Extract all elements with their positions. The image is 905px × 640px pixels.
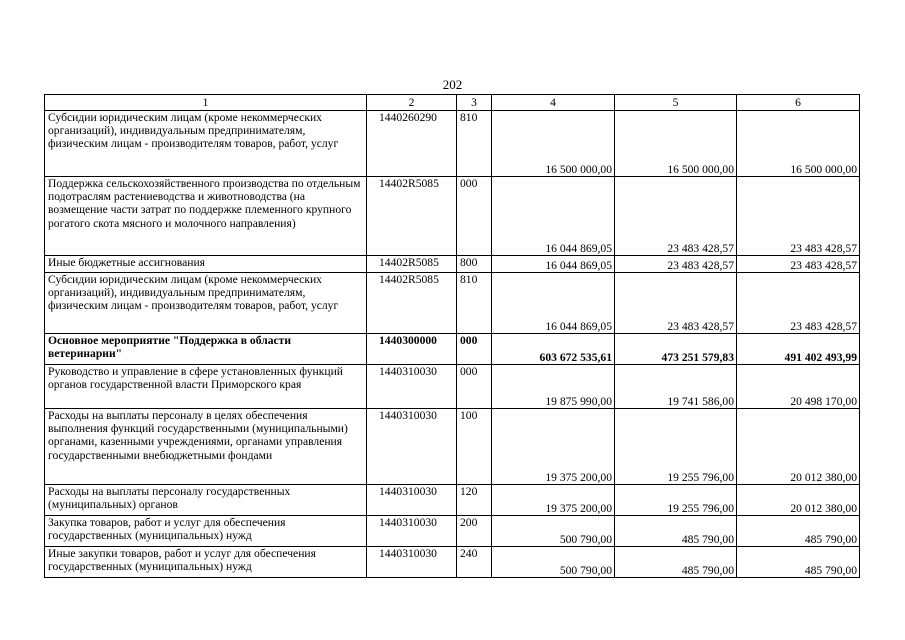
row-expense-type: 100 [457, 409, 492, 485]
header-col-4: 4 [492, 95, 615, 111]
row-value-col6: 20 012 380,00 [737, 485, 860, 516]
table-row [45, 273, 860, 334]
row-name: Иные бюджетные ассигнования [45, 256, 367, 273]
row-target-code: 1440260290 [367, 111, 457, 177]
row-value-col6: 23 483 428,57 [737, 273, 860, 334]
header-col-2: 2 [367, 95, 457, 111]
row-value-col5: 485 790,00 [615, 516, 737, 547]
row-value-col4: 16 500 000,00 [492, 111, 615, 177]
row-expense-type: 200 [457, 516, 492, 547]
table-row [45, 409, 860, 485]
row-value-col5: 23 483 428,57 [615, 273, 737, 334]
row-value-col5: 16 500 000,00 [615, 111, 737, 177]
table-row [45, 334, 860, 365]
row-target-code: 1440310030 [367, 409, 457, 485]
row-value-col5: 19 741 586,00 [615, 365, 737, 409]
row-expense-type: 000 [457, 365, 492, 409]
row-value-col4: 16 044 869,05 [492, 177, 615, 256]
row-value-col6: 23 483 428,57 [737, 256, 860, 273]
row-name: Расходы на выплаты персоналу государственных (муниципальных) органов [45, 485, 367, 516]
row-value-col6: 485 790,00 [737, 547, 860, 578]
row-name: Руководство и управление в сфере установленных функций органов государственной власти Приморского края [45, 365, 367, 409]
row-value-col6: 491 402 493,99 [737, 334, 860, 365]
row-value-col4: 19 875 990,00 [492, 365, 615, 409]
row-target-code: 14402R5085 [367, 177, 457, 256]
row-target-code: 14402R5085 [367, 273, 457, 334]
budget-table [44, 94, 860, 578]
row-value-col6: 20 498 170,00 [737, 365, 860, 409]
row-value-col4: 603 672 535,61 [492, 334, 615, 365]
table-row [45, 547, 860, 578]
row-expense-type: 810 [457, 111, 492, 177]
table-row [45, 516, 860, 547]
row-expense-type: 120 [457, 485, 492, 516]
row-target-code: 1440300000 [367, 334, 457, 365]
row-target-code: 1440310030 [367, 485, 457, 516]
row-value-col4: 500 790,00 [492, 547, 615, 578]
row-value-col6: 16 500 000,00 [737, 111, 860, 177]
row-name: Субсидии юридическим лицам (кроме некоммерческих организаций), индивидуальным предпринимателям, физическим лицам - производителям товаров, работ, услуг [45, 273, 367, 334]
row-name: Иные закупки товаров, работ и услуг для обеспечения государственных (муниципальных) нужд [45, 547, 367, 578]
row-value-col5: 485 790,00 [615, 547, 737, 578]
row-expense-type: 800 [457, 256, 492, 273]
table-row [45, 485, 860, 516]
row-value-col4: 16 044 869,05 [492, 273, 615, 334]
row-target-code: 1440310030 [367, 547, 457, 578]
row-name: Закупка товаров, работ и услуг для обеспечения государственных (муниципальных) нужд [45, 516, 367, 547]
row-value-col5: 473 251 579,83 [615, 334, 737, 365]
row-name: Поддержка сельскохозяйственного производства по отдельным подотраслям растениеводства и животноводства (на возмещение части затрат по поддержке племенного крупного рогатого скота мясного и молочного направления) [45, 177, 367, 256]
table-row [45, 256, 860, 273]
row-expense-type: 000 [457, 177, 492, 256]
row-value-col4: 19 375 200,00 [492, 409, 615, 485]
row-value-col6: 485 790,00 [737, 516, 860, 547]
row-target-code: 14402R5085 [367, 256, 457, 273]
table-row [45, 177, 860, 256]
row-value-col6: 20 012 380,00 [737, 409, 860, 485]
row-value-col5: 23 483 428,57 [615, 177, 737, 256]
row-value-col4: 16 044 869,05 [492, 256, 615, 273]
row-target-code: 1440310030 [367, 365, 457, 409]
header-row [45, 95, 860, 111]
row-value-col5: 19 255 796,00 [615, 409, 737, 485]
header-col-6: 6 [737, 95, 860, 111]
row-name: Расходы на выплаты персоналу в целях обеспечения выполнения функций государственными (муниципальными) органами, казенными учреждениями, органами управления государственными внебюджетными фондами [45, 409, 367, 485]
page-number: 202 [442, 77, 463, 92]
row-expense-type: 240 [457, 547, 492, 578]
row-value-col5: 19 255 796,00 [615, 485, 737, 516]
row-value-col5: 23 483 428,57 [615, 256, 737, 273]
row-name: Основное мероприятие "Поддержка в области ветеринарии" [45, 334, 367, 365]
row-value-col4: 19 375 200,00 [492, 485, 615, 516]
row-expense-type: 000 [457, 334, 492, 365]
row-value-col6: 23 483 428,57 [737, 177, 860, 256]
row-target-code: 1440310030 [367, 516, 457, 547]
row-expense-type: 810 [457, 273, 492, 334]
table-row [45, 365, 860, 409]
row-name: Субсидии юридическим лицам (кроме некоммерческих организаций), индивидуальным предпринимателям, физическим лицам - производителям товаров, работ, услуг [45, 111, 367, 177]
table-row [45, 111, 860, 177]
header-col-1: 1 [45, 95, 367, 111]
row-value-col4: 500 790,00 [492, 516, 615, 547]
header-col-3: 3 [457, 95, 492, 111]
header-col-5: 5 [615, 95, 737, 111]
